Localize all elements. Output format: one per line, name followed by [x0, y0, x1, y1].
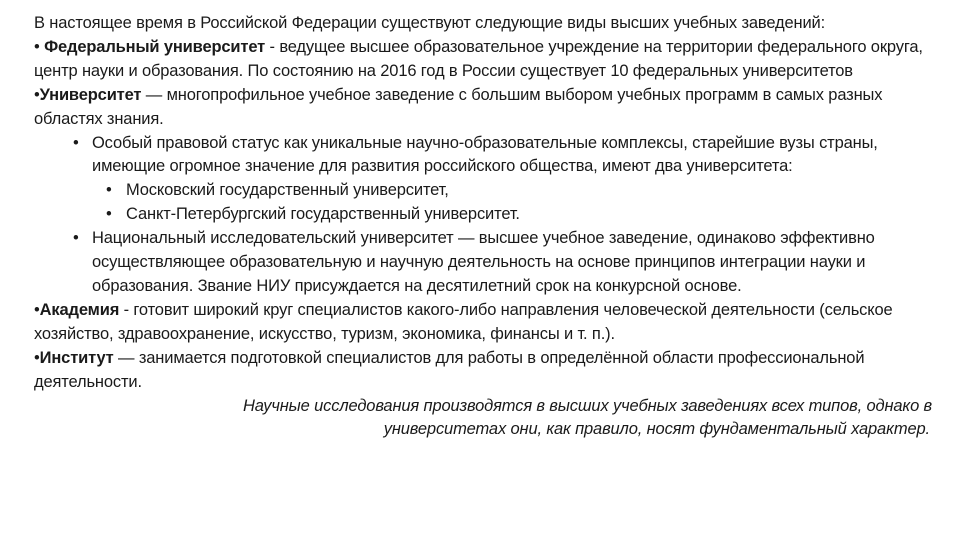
special-status-text: Особый правовой статус как уникальные научно-образовательные комплексы, старейшие вузы страны, имеющие огромное значение для развития российского общества, имеют два университета: — [92, 133, 878, 176]
institute-text: — занимается подготовкой специалистов для работы в определённой области профессиональной деятельности. — [34, 348, 865, 391]
academy-term: Академия — [39, 300, 120, 319]
research-university-item — [34, 227, 934, 299]
list-item — [34, 179, 934, 203]
bullet-icon: • — [34, 348, 40, 367]
federal-university-term: Федеральный университет — [44, 37, 266, 56]
university-text: — многопрофильное учебное заведение с большим выбором учебных программ в самых разных областях знания. — [34, 85, 883, 128]
institute-term: Институт — [39, 348, 114, 367]
bullet-icon: • — [34, 37, 45, 56]
bullet-icon: • — [73, 133, 79, 152]
federal-university-text: - ведущее высшее образовательное учреждение на территории федерального округа, центр науки и образования. По состоянию на 2016 год в России существует 10 федеральных университетов — [34, 37, 923, 80]
university-term: Университет — [39, 85, 142, 104]
academy-item — [34, 299, 934, 347]
list-item — [34, 203, 934, 227]
university-item — [34, 84, 934, 132]
academy-text: - готовит широкий круг специалистов какого-либо направления человеческой деятельности (сельское хозяйство, здравоохранение, искусство, туризм, экономика, финансы и т. п.). — [34, 300, 893, 343]
slide-content — [34, 12, 934, 442]
bullet-icon: • — [106, 181, 112, 200]
spbu-text: Санкт-Петербургский государственный университет. — [126, 205, 520, 224]
conclusion-line-2 — [34, 418, 934, 442]
intro-text: В настоящее время в Российской Федерации существуют следующие виды высших учебных заведений: — [34, 14, 826, 32]
conclusion-line-1 — [34, 395, 934, 419]
conclusion-text-1: Научные исследования производятся в высших учебных заведениях всех типов, однако в — [243, 396, 932, 415]
research-university-text: Национальный исследовательский университет — высшее учебное заведение, одинаково эффективно осуществляющее образовательную и научную деятельность на основе принципов интеграции науки и образования. Звание НИУ присуждается на десятилетний срок на конкурсной основе. — [92, 229, 875, 295]
bullet-icon: • — [34, 85, 40, 104]
bullet-icon: • — [34, 300, 40, 319]
conclusion-text-2: университетах они, как правило, носят фундаментальный характер. — [383, 420, 930, 439]
msu-text: Московский государственный университет, — [126, 181, 449, 200]
bullet-icon: • — [73, 229, 79, 248]
special-status-item — [34, 132, 934, 180]
federal-university-item — [34, 36, 934, 84]
intro-paragraph — [34, 12, 934, 36]
institute-item — [34, 347, 934, 395]
bullet-icon: • — [106, 205, 112, 224]
